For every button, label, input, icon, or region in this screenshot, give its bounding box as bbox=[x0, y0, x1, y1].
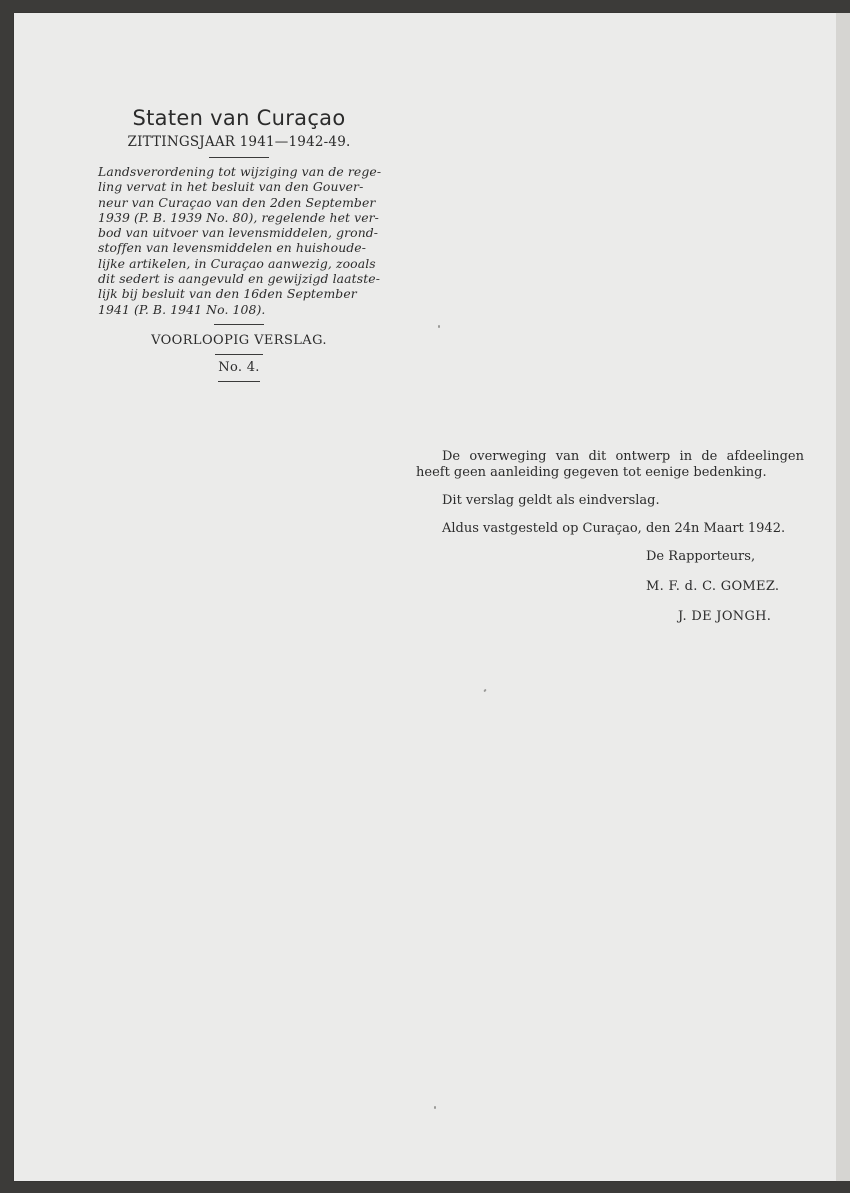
paper-speck bbox=[483, 689, 486, 693]
subject-line: stoffen van levensmiddelen en huishoude- bbox=[98, 240, 367, 256]
divider bbox=[214, 324, 264, 325]
report-body bbox=[416, 449, 804, 625]
divider bbox=[209, 157, 269, 158]
document-header bbox=[94, 105, 384, 382]
signatory-gomez: M. F. d. C. GOMEZ. bbox=[646, 579, 780, 594]
session-year: ZITTINGSJAAR 1941—1942-49. bbox=[127, 134, 351, 150]
subject-line: lijke artikelen, in Curaçao aanwezig, zooals bbox=[98, 255, 376, 271]
divider bbox=[215, 354, 263, 355]
signoff: De Rapporteurs, bbox=[646, 549, 756, 564]
document-title: Staten van Curaçao bbox=[132, 106, 346, 130]
paragraph-adopted: Aldus vastgesteld op Curaçao, den 24n Maart 1942. bbox=[442, 521, 786, 536]
report-label: VOORLOOPIG VERSLAG. bbox=[151, 332, 327, 348]
subject-line: Landsverordening tot wijziging van de rege- bbox=[98, 164, 382, 179]
paper-speck bbox=[434, 1106, 436, 1109]
document-page bbox=[14, 13, 836, 1181]
subject-line: dit sedert is aangevuld en gewijzigd laatste- bbox=[98, 271, 380, 287]
subject-line: bod van uitvoer van levensmiddelen, grond- bbox=[98, 225, 379, 241]
paper-speck bbox=[438, 325, 440, 328]
subject-line: 1941 (P. B. 1941 No. 108). bbox=[98, 301, 266, 317]
subject-line: neur van Curaçao van den 2den September bbox=[98, 194, 376, 210]
paragraph-deliberation: De overweging van dit ontwerp in de afdeelingen heeft geen aanleiding gegeven tot eenige bedenking. bbox=[416, 449, 804, 480]
report-number: No. 4. bbox=[218, 359, 260, 375]
subject-line: lijk bij besluit van den 16den September bbox=[98, 286, 357, 302]
subject-line: 1939 (P. B. 1939 No. 80), regelende het ver- bbox=[98, 209, 379, 225]
paragraph-final-report: Dit verslag geldt als eindverslag. bbox=[442, 493, 660, 508]
scan-edge bbox=[836, 13, 850, 1181]
divider bbox=[218, 381, 260, 382]
signatory-de-jongh: J. DE JONGH. bbox=[678, 609, 772, 624]
subject-text bbox=[94, 164, 384, 317]
subject-line: ling vervat in het besluit van den Gouver- bbox=[98, 179, 364, 195]
